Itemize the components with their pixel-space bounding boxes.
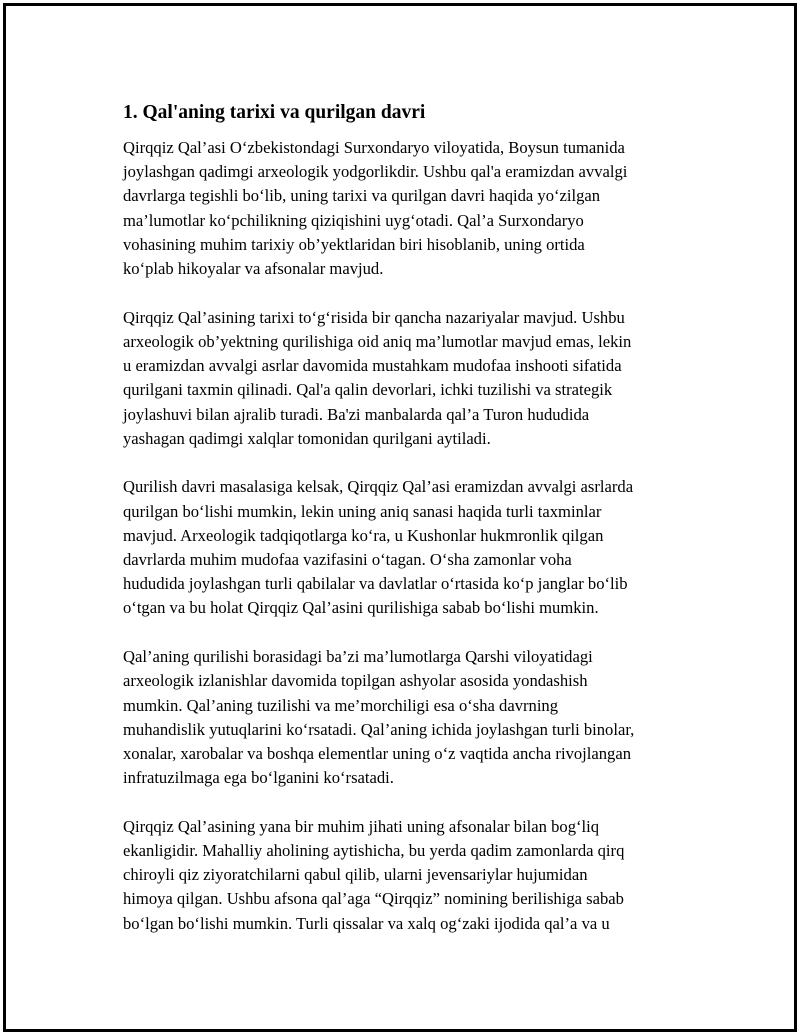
text-line: davrlarga tegishli bo‘lib, uning tarixi va qurilgan davri haqida yo‘zilgan bbox=[123, 186, 601, 206]
text-line: yashagan qadimgi xalqlar tomonidan qurilgani aytiladi. bbox=[123, 428, 491, 448]
text-line: hududida joylashgan turli qabilalar va davlatlar o‘rtasida ko‘p janglar bo‘lib bbox=[123, 574, 628, 594]
text-line: xonalar, xarobalar va boshqa elementlar uning o‘z vaqtida ancha rivojlangan bbox=[123, 743, 632, 763]
paragraph-1 bbox=[123, 136, 703, 281]
text-line: davrlarda muhim mudofaa vazifasini o‘tagan. O‘sha zamonlar voha bbox=[123, 550, 572, 570]
text-line: Qirqqiz Qal’asi O‘zbekistondagi Surxondaryo viloyatida, Boysun tumanida bbox=[123, 138, 625, 157]
text-line: joylashgan qadimgi arxeologik yodgorlikdir. Ushbu qal'a eramizdan avvalgi bbox=[123, 162, 628, 182]
text-line: ma’lumotlar ko‘pchilikning qiziqishini uyg‘otadi. Qal’a Surxondaryo bbox=[123, 210, 584, 230]
text-line: mavjud. Arxeologik tadqiqotlarga ko‘ra, u Kushonlar hukmronlik qilgan bbox=[123, 525, 604, 545]
page bbox=[3, 3, 797, 1032]
text-line: Qal’aning qurilishi borasidagi ba’zi ma’lumotlarga Qarshi viloyatidagi bbox=[123, 647, 593, 667]
text-line: vohasining muhim tarixiy ob’yektlaridan biri hisoblanib, uning ortida bbox=[123, 234, 585, 254]
text-line: muhandislik yutuqlarini ko‘rsatadi. Qal’aning ichida joylashgan turli binolar, bbox=[123, 719, 635, 739]
text-line: o‘tgan va bu holat Qirqqiz Qal’asini qurilishiga sabab bo‘lishi mumkin. bbox=[123, 598, 599, 618]
text-line: joylashuvi bilan ajralib turadi. Ba'zi manbalarda qal’a Turon hududida bbox=[123, 404, 590, 424]
text-line: Qurilish davri masalasiga kelsak, Qirqqiz Qal’asi eramizdan avvalgi asrlarda bbox=[123, 477, 634, 497]
text-line: mumkin. Qal’aning tuzilishi va me’morchiligi esa o‘sha davrning bbox=[123, 695, 559, 715]
paragraph-3 bbox=[123, 475, 703, 620]
text-line: qurilgan bo‘lishi mumkin, lekin uning aniq sanasi haqida turli taxminlar bbox=[123, 501, 602, 521]
text-line: Qirqqiz Qal’asining yana bir muhim jihati uning afsonalar bilan bog‘liq bbox=[123, 816, 600, 836]
document-body bbox=[123, 101, 703, 960]
section-heading: 1. Qal'aning tarixi va qurilgan davri bbox=[123, 102, 426, 123]
text-line: arxeologik izlanishlar davomida topilgan ashyolar asosida yondashish bbox=[123, 671, 588, 691]
text-line: arxeologik ob’yektning qurilishiga oid aniq ma’lumotlar mavjud emas, lekin bbox=[123, 331, 632, 351]
text-line: Qirqqiz Qal’asining tarixi to‘g‘risida bir qancha nazariyalar mavjud. Ushbu bbox=[123, 307, 625, 327]
text-line: u eramizdan avvalgi asrlar davomida mustahkam mudofaa inshooti sifatida bbox=[123, 356, 622, 376]
text-line: himoya qilgan. Ushbu afsona qal’aga “Qirqqiz” nomining berilishiga sabab bbox=[123, 889, 624, 909]
paragraph-2 bbox=[123, 306, 703, 451]
text-line: qurilgani taxmin qilinadi. Qal'a qalin devorlari, ichki tuzilishi va strategik bbox=[123, 380, 613, 400]
text-line: bo‘lgan bo‘lishi mumkin. Turli qissalar va xalq og‘zaki ijodida qal’a va u bbox=[123, 913, 610, 933]
text-line: ko‘plab hikoyalar va afsonalar mavjud. bbox=[123, 259, 384, 279]
text-line: ekanligidir. Mahalliy aholining aytishicha, bu yerda qadim zamonlarda qirq bbox=[123, 841, 625, 861]
paragraph-4 bbox=[123, 645, 703, 790]
text-line: chiroyli qiz ziyoratchilarni qabul qilib, ularni jevensariylar hujumidan bbox=[123, 865, 588, 885]
paragraph-5 bbox=[123, 815, 703, 936]
text-line: infratuzilmaga ega bo‘lganini ko‘rsatadi. bbox=[123, 768, 394, 788]
